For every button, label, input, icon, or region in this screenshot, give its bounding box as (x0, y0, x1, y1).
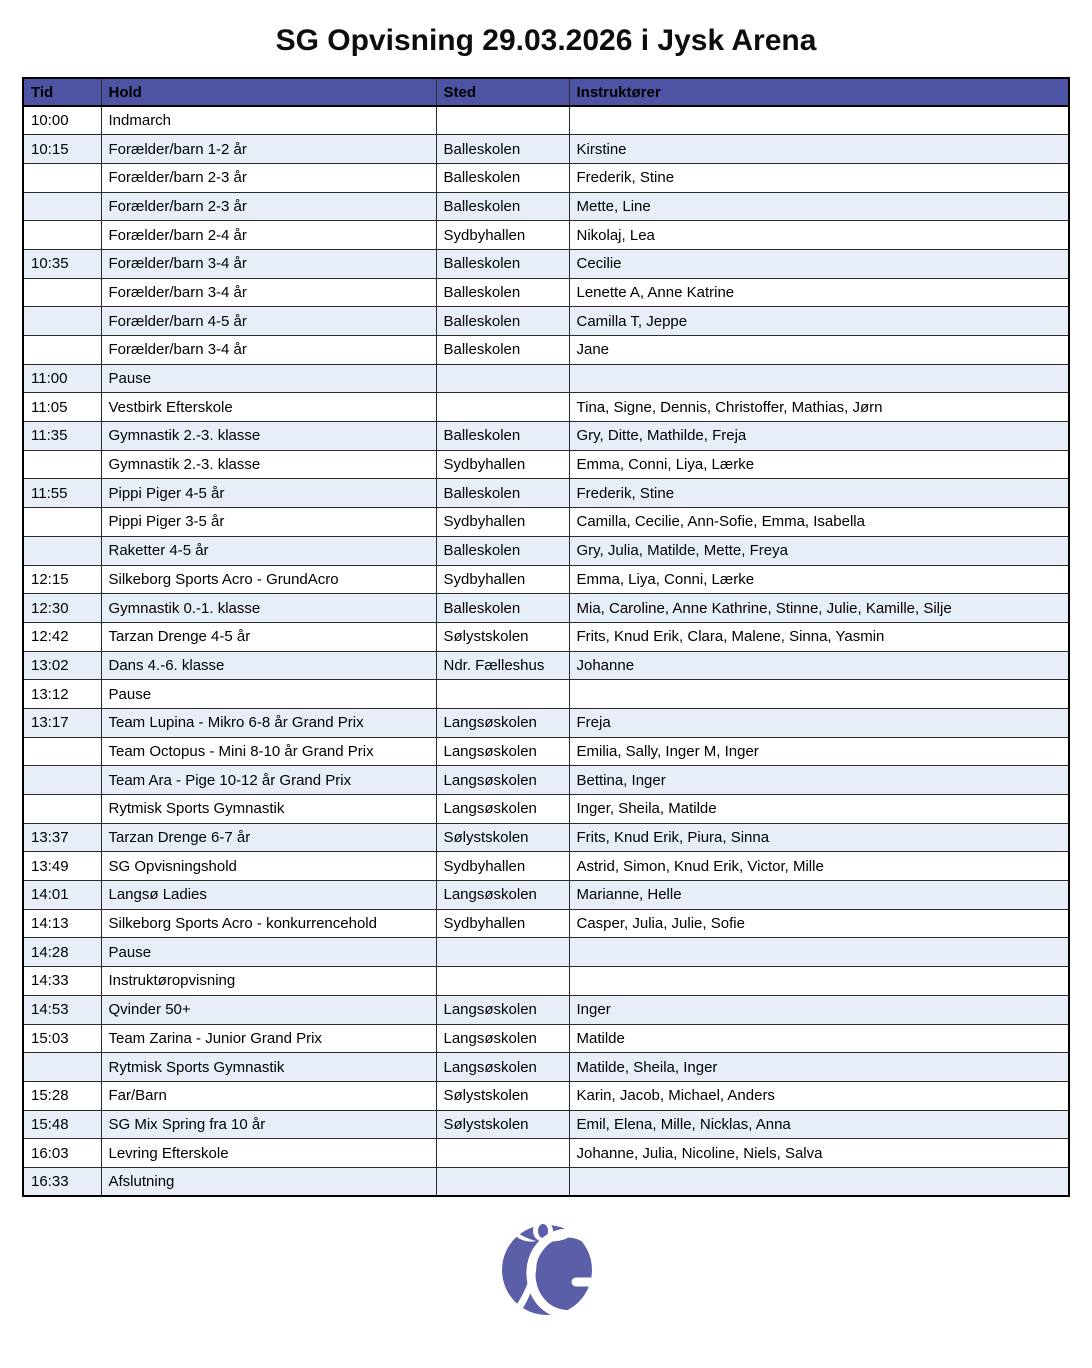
table-row (23, 651, 1069, 680)
table-row (23, 479, 1069, 508)
venue-cell: Langsøskolen (436, 995, 569, 1024)
schedule-table (22, 77, 1070, 1197)
team-cell: Forælder/barn 3-4 år (101, 249, 436, 278)
venue-cell: Sølystskolen (436, 823, 569, 852)
table-body (23, 106, 1069, 1196)
venue-cell: Sølystskolen (436, 1110, 569, 1139)
time-cell (23, 163, 101, 192)
venue-cell (436, 393, 569, 422)
team-cell: Forælder/barn 2-3 år (101, 192, 436, 221)
table-row (23, 422, 1069, 451)
table-row (23, 278, 1069, 307)
instructors-cell: Matilde, Sheila, Inger (569, 1053, 1069, 1082)
team-cell: Forælder/barn 2-4 år (101, 221, 436, 250)
venue-cell: Sydbyhallen (436, 450, 569, 479)
time-cell: 14:01 (23, 881, 101, 910)
table-row (23, 163, 1069, 192)
instructors-cell: Gry, Ditte, Mathilde, Freja (569, 422, 1069, 451)
team-cell: Forælder/barn 2-3 år (101, 163, 436, 192)
time-cell (23, 1053, 101, 1082)
table-row (23, 1081, 1069, 1110)
team-cell: Rytmisk Sports Gymnastik (101, 1053, 436, 1082)
page-title: SG Opvisning 29.03.2026 i Jysk Arena (275, 24, 817, 57)
venue-cell: Balleskolen (436, 479, 569, 508)
team-cell: Langsø Ladies (101, 881, 436, 910)
venue-cell: Langsøskolen (436, 1053, 569, 1082)
team-cell: Raketter 4-5 år (101, 536, 436, 565)
instructors-cell: Frederik, Stine (569, 479, 1069, 508)
table-row (23, 192, 1069, 221)
time-cell (23, 536, 101, 565)
team-cell: Dans 4.-6. klasse (101, 651, 436, 680)
venue-cell: Langsøskolen (436, 881, 569, 910)
time-cell (23, 336, 101, 365)
table-row (23, 106, 1069, 135)
table-row (23, 536, 1069, 565)
table-row (23, 508, 1069, 537)
table-row (23, 995, 1069, 1024)
time-cell: 12:42 (23, 622, 101, 651)
venue-cell (436, 680, 569, 709)
instructors-cell: Karin, Jacob, Michael, Anders (569, 1081, 1069, 1110)
time-cell: 12:30 (23, 594, 101, 623)
venue-cell (436, 1139, 569, 1168)
team-cell: Gymnastik 0.-1. klasse (101, 594, 436, 623)
instructors-cell: Cecilie (569, 249, 1069, 278)
table-row (23, 881, 1069, 910)
time-cell: 13:49 (23, 852, 101, 881)
time-cell: 13:17 (23, 708, 101, 737)
time-cell: 13:12 (23, 680, 101, 709)
team-cell: Forælder/barn 3-4 år (101, 336, 436, 365)
time-cell (23, 307, 101, 336)
table-row (23, 795, 1069, 824)
instructors-cell: Inger, Sheila, Matilde (569, 795, 1069, 824)
team-cell: Silkeborg Sports Acro - GrundAcro (101, 565, 436, 594)
time-cell (23, 221, 101, 250)
instructors-cell: Emil, Elena, Mille, Nicklas, Anna (569, 1110, 1069, 1139)
team-cell: Forælder/barn 3-4 år (101, 278, 436, 307)
instructors-cell: Tina, Signe, Dennis, Christoffer, Mathias, Jørn (569, 393, 1069, 422)
team-cell: Indmarch (101, 106, 436, 135)
team-cell: Team Zarina - Junior Grand Prix (101, 1024, 436, 1053)
time-cell: 15:48 (23, 1110, 101, 1139)
instructors-cell: Emilia, Sally, Inger M, Inger (569, 737, 1069, 766)
time-cell: 10:35 (23, 249, 101, 278)
team-cell: Team Ara - Pige 10-12 år Grand Prix (101, 766, 436, 795)
table-row (23, 852, 1069, 881)
venue-cell (436, 364, 569, 393)
time-cell (23, 450, 101, 479)
venue-cell: Balleskolen (436, 536, 569, 565)
venue-cell: Sydbyhallen (436, 221, 569, 250)
time-cell: 14:53 (23, 995, 101, 1024)
venue-cell (436, 1167, 569, 1196)
table-row (23, 967, 1069, 996)
venue-cell: Balleskolen (436, 422, 569, 451)
instructors-cell (569, 967, 1069, 996)
venue-cell: Langsøskolen (436, 766, 569, 795)
table-header-row (23, 78, 1069, 106)
column-header-tid: Tid (23, 78, 101, 106)
instructors-cell: Camilla T, Jeppe (569, 307, 1069, 336)
table-row (23, 909, 1069, 938)
time-cell (23, 766, 101, 795)
venue-cell: Balleskolen (436, 135, 569, 164)
instructors-cell: Nikolaj, Lea (569, 221, 1069, 250)
instructors-cell (569, 364, 1069, 393)
table-row (23, 1167, 1069, 1196)
venue-cell: Balleskolen (436, 594, 569, 623)
venue-cell: Langsøskolen (436, 795, 569, 824)
instructors-cell: Astrid, Simon, Knud Erik, Victor, Mille (569, 852, 1069, 881)
team-cell: Vestbirk Efterskole (101, 393, 436, 422)
time-cell: 11:05 (23, 393, 101, 422)
venue-cell: Balleskolen (436, 336, 569, 365)
instructors-cell: Lenette A, Anne Katrine (569, 278, 1069, 307)
instructors-cell: Freja (569, 708, 1069, 737)
instructors-cell: Mia, Caroline, Anne Kathrine, Stinne, Julie, Kamille, Silje (569, 594, 1069, 623)
instructors-cell: Kirstine (569, 135, 1069, 164)
team-cell: Pause (101, 680, 436, 709)
venue-cell: Sølystskolen (436, 622, 569, 651)
table-row (23, 336, 1069, 365)
team-cell: SG Mix Spring fra 10 år (101, 1110, 436, 1139)
instructors-cell: Johanne, Julia, Nicoline, Niels, Salva (569, 1139, 1069, 1168)
instructors-cell: Matilde (569, 1024, 1069, 1053)
team-cell: Forælder/barn 4-5 år (101, 307, 436, 336)
table-row (23, 1110, 1069, 1139)
instructors-cell: Gry, Julia, Matilde, Mette, Freya (569, 536, 1069, 565)
venue-cell: Balleskolen (436, 249, 569, 278)
time-cell: 14:13 (23, 909, 101, 938)
time-cell: 16:33 (23, 1167, 101, 1196)
table-row (23, 450, 1069, 479)
table-row (23, 565, 1069, 594)
team-cell: Gymnastik 2.-3. klasse (101, 450, 436, 479)
venue-cell (436, 106, 569, 135)
time-cell (23, 795, 101, 824)
logo-container (0, 1209, 1092, 1337)
team-cell: SG Opvisningshold (101, 852, 436, 881)
table-row (23, 823, 1069, 852)
time-cell: 16:03 (23, 1139, 101, 1168)
time-cell: 14:33 (23, 967, 101, 996)
instructors-cell (569, 680, 1069, 709)
instructors-cell (569, 106, 1069, 135)
table-row (23, 708, 1069, 737)
team-cell: Silkeborg Sports Acro - konkurrencehold (101, 909, 436, 938)
team-cell: Team Octopus - Mini 8-10 år Grand Prix (101, 737, 436, 766)
time-cell: 10:15 (23, 135, 101, 164)
venue-cell: Balleskolen (436, 192, 569, 221)
venue-cell: Sydbyhallen (436, 852, 569, 881)
venue-cell: Sydbyhallen (436, 565, 569, 594)
team-cell: Pippi Piger 4-5 år (101, 479, 436, 508)
sg-gymnastics-club-logo (475, 1209, 617, 1337)
table-row (23, 594, 1069, 623)
team-cell: Pause (101, 938, 436, 967)
instructors-cell: Casper, Julia, Julie, Sofie (569, 909, 1069, 938)
time-cell (23, 508, 101, 537)
team-cell: Rytmisk Sports Gymnastik (101, 795, 436, 824)
table-row (23, 1139, 1069, 1168)
table-header (23, 78, 1069, 106)
team-cell: Tarzan Drenge 4-5 år (101, 622, 436, 651)
venue-cell: Balleskolen (436, 307, 569, 336)
instructors-cell: Camilla, Cecilie, Ann-Sofie, Emma, Isabella (569, 508, 1069, 537)
time-cell: 14:28 (23, 938, 101, 967)
instructors-cell: Emma, Conni, Liya, Lærke (569, 450, 1069, 479)
time-cell: 12:15 (23, 565, 101, 594)
table-row (23, 1024, 1069, 1053)
table-row (23, 307, 1069, 336)
instructors-cell: Frederik, Stine (569, 163, 1069, 192)
instructors-cell (569, 1167, 1069, 1196)
instructors-cell: Inger (569, 995, 1069, 1024)
team-cell: Afslutning (101, 1167, 436, 1196)
team-cell: Tarzan Drenge 6-7 år (101, 823, 436, 852)
venue-cell (436, 967, 569, 996)
venue-cell: Ndr. Fælleshus (436, 651, 569, 680)
time-cell: 10:00 (23, 106, 101, 135)
table-row (23, 766, 1069, 795)
venue-cell: Balleskolen (436, 163, 569, 192)
time-cell: 15:28 (23, 1081, 101, 1110)
time-cell: 11:35 (23, 422, 101, 451)
instructors-cell: Frits, Knud Erik, Piura, Sinna (569, 823, 1069, 852)
instructors-cell: Mette, Line (569, 192, 1069, 221)
table-row (23, 364, 1069, 393)
team-cell: Pause (101, 364, 436, 393)
instructors-cell: Jane (569, 336, 1069, 365)
instructors-cell: Johanne (569, 651, 1069, 680)
table-row (23, 249, 1069, 278)
table-row (23, 1053, 1069, 1082)
team-cell: Forælder/barn 1-2 år (101, 135, 436, 164)
instructors-cell: Emma, Liya, Conni, Lærke (569, 565, 1069, 594)
column-header-instruktorer: Instruktører (569, 78, 1069, 106)
venue-cell: Langsøskolen (436, 708, 569, 737)
table-row (23, 393, 1069, 422)
venue-cell: Sydbyhallen (436, 508, 569, 537)
column-header-sted: Sted (436, 78, 569, 106)
team-cell: Qvinder 50+ (101, 995, 436, 1024)
team-cell: Levring Efterskole (101, 1139, 436, 1168)
table-row (23, 135, 1069, 164)
table-row (23, 737, 1069, 766)
column-header-hold: Hold (101, 78, 436, 106)
team-cell: Far/Barn (101, 1081, 436, 1110)
time-cell (23, 737, 101, 766)
venue-cell: Sydbyhallen (436, 909, 569, 938)
instructors-cell: Bettina, Inger (569, 766, 1069, 795)
instructors-cell: Frits, Knud Erik, Clara, Malene, Sinna, Yasmin (569, 622, 1069, 651)
time-cell: 11:55 (23, 479, 101, 508)
table-row (23, 680, 1069, 709)
team-cell: Pippi Piger 3-5 år (101, 508, 436, 537)
time-cell (23, 278, 101, 307)
time-cell: 13:02 (23, 651, 101, 680)
venue-cell (436, 938, 569, 967)
time-cell (23, 192, 101, 221)
venue-cell: Langsøskolen (436, 737, 569, 766)
venue-cell: Sølystskolen (436, 1081, 569, 1110)
team-cell: Gymnastik 2.-3. klasse (101, 422, 436, 451)
table-row (23, 938, 1069, 967)
instructors-cell: Marianne, Helle (569, 881, 1069, 910)
time-cell: 15:03 (23, 1024, 101, 1053)
venue-cell: Balleskolen (436, 278, 569, 307)
time-cell: 11:00 (23, 364, 101, 393)
time-cell: 13:37 (23, 823, 101, 852)
schedule-page (0, 22, 1092, 1368)
team-cell: Instruktøropvisning (101, 967, 436, 996)
table-row (23, 221, 1069, 250)
team-cell: Team Lupina - Mikro 6-8 år Grand Prix (101, 708, 436, 737)
instructors-cell (569, 938, 1069, 967)
venue-cell: Langsøskolen (436, 1024, 569, 1053)
table-row (23, 622, 1069, 651)
